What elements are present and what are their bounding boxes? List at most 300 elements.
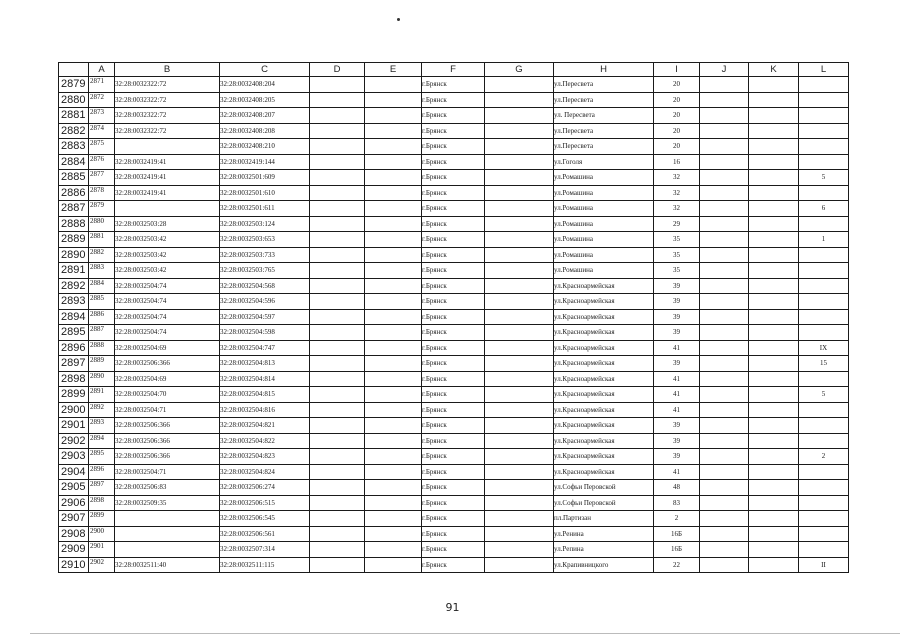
cell-g[interactable] xyxy=(485,511,554,527)
cell-b[interactable]: 32:28:0032322:72 xyxy=(115,92,220,108)
cell-h[interactable]: ул.Красноармейская xyxy=(554,371,654,387)
cell-f[interactable]: г.Брянск xyxy=(422,356,485,372)
cell-a[interactable]: 2891 xyxy=(89,387,115,403)
cell-b[interactable]: 32:28:0032504:70 xyxy=(115,387,220,403)
cell-b[interactable]: 32:28:0032504:69 xyxy=(115,371,220,387)
cell-g[interactable] xyxy=(485,92,554,108)
cell-b[interactable]: 32:28:0032506:366 xyxy=(115,433,220,449)
cell-i[interactable]: 39 xyxy=(654,356,700,372)
cell-c[interactable]: 32:28:0032501:610 xyxy=(220,185,310,201)
cell-k[interactable] xyxy=(749,232,799,248)
cell-c[interactable]: 32:28:0032504:823 xyxy=(220,449,310,465)
cell-e[interactable] xyxy=(365,278,422,294)
cell-l[interactable]: 15 xyxy=(799,356,849,372)
cell-f[interactable]: г.Брянск xyxy=(422,154,485,170)
cell-e[interactable] xyxy=(365,480,422,496)
cell-j[interactable] xyxy=(700,464,749,480)
cell-c[interactable]: 32:28:0032506:274 xyxy=(220,480,310,496)
cell-g[interactable] xyxy=(485,387,554,403)
cell-j[interactable] xyxy=(700,123,749,139)
cell-c[interactable]: 32:28:0032504:596 xyxy=(220,294,310,310)
row-number-cell[interactable]: 2893 xyxy=(59,294,89,310)
cell-h[interactable]: ул.Красноармейская xyxy=(554,278,654,294)
cell-e[interactable] xyxy=(365,247,422,263)
cell-f[interactable]: г.Брянск xyxy=(422,433,485,449)
cell-k[interactable] xyxy=(749,139,799,155)
cell-j[interactable] xyxy=(700,402,749,418)
cell-f[interactable]: г.Брянск xyxy=(422,371,485,387)
cell-h[interactable]: ул.Ромашина xyxy=(554,232,654,248)
cell-h[interactable]: ул.Красноармейская xyxy=(554,294,654,310)
cell-l[interactable] xyxy=(799,433,849,449)
cell-l[interactable] xyxy=(799,108,849,124)
cell-h[interactable]: ул.Ромашина xyxy=(554,170,654,186)
cell-a[interactable]: 2881 xyxy=(89,232,115,248)
cell-a[interactable]: 2874 xyxy=(89,123,115,139)
cell-b[interactable]: 32:28:0032503:28 xyxy=(115,216,220,232)
cell-k[interactable] xyxy=(749,433,799,449)
cell-g[interactable] xyxy=(485,526,554,542)
cell-a[interactable]: 2879 xyxy=(89,201,115,217)
cell-c[interactable]: 32:28:0032408:205 xyxy=(220,92,310,108)
cell-e[interactable] xyxy=(365,387,422,403)
cell-k[interactable] xyxy=(749,77,799,93)
cell-b[interactable]: 32:28:0032506:366 xyxy=(115,449,220,465)
cell-c[interactable]: 32:28:0032503:653 xyxy=(220,232,310,248)
cell-c[interactable]: 32:28:0032504:598 xyxy=(220,325,310,341)
cell-e[interactable] xyxy=(365,557,422,573)
cell-c[interactable]: 32:28:0032408:210 xyxy=(220,139,310,155)
cell-l[interactable] xyxy=(799,511,849,527)
cell-h[interactable]: ул.Красноармейская xyxy=(554,402,654,418)
column-header-c[interactable]: C xyxy=(220,63,310,77)
cell-h[interactable]: ул.Красноармейская xyxy=(554,387,654,403)
cell-i[interactable]: 41 xyxy=(654,464,700,480)
cell-e[interactable] xyxy=(365,325,422,341)
cell-e[interactable] xyxy=(365,371,422,387)
row-number-cell[interactable]: 2880 xyxy=(59,92,89,108)
corner-cell[interactable] xyxy=(59,63,89,77)
column-header-k[interactable]: K xyxy=(749,63,799,77)
cell-l[interactable]: 5 xyxy=(799,170,849,186)
cell-g[interactable] xyxy=(485,263,554,279)
cell-e[interactable] xyxy=(365,201,422,217)
cell-h[interactable]: ул.Пересвета xyxy=(554,139,654,155)
cell-b[interactable]: 32:28:0032504:74 xyxy=(115,278,220,294)
cell-d[interactable] xyxy=(310,123,365,139)
cell-e[interactable] xyxy=(365,526,422,542)
cell-j[interactable] xyxy=(700,526,749,542)
cell-a[interactable]: 2896 xyxy=(89,464,115,480)
cell-c[interactable]: 32:28:0032408:204 xyxy=(220,77,310,93)
cell-k[interactable] xyxy=(749,278,799,294)
cell-a[interactable]: 2894 xyxy=(89,433,115,449)
cell-c[interactable]: 32:28:0032504:568 xyxy=(220,278,310,294)
row-number-cell[interactable]: 2889 xyxy=(59,232,89,248)
cell-j[interactable] xyxy=(700,185,749,201)
cell-e[interactable] xyxy=(365,418,422,434)
cell-f[interactable]: г.Брянск xyxy=(422,263,485,279)
cell-k[interactable] xyxy=(749,464,799,480)
cell-g[interactable] xyxy=(485,185,554,201)
cell-a[interactable]: 2901 xyxy=(89,542,115,558)
cell-d[interactable] xyxy=(310,170,365,186)
cell-b[interactable]: 32:28:0032322:72 xyxy=(115,77,220,93)
cell-g[interactable] xyxy=(485,201,554,217)
cell-d[interactable] xyxy=(310,139,365,155)
cell-k[interactable] xyxy=(749,418,799,434)
cell-l[interactable]: 1 xyxy=(799,232,849,248)
cell-a[interactable]: 2871 xyxy=(89,77,115,93)
cell-l[interactable] xyxy=(799,154,849,170)
cell-d[interactable] xyxy=(310,526,365,542)
cell-d[interactable] xyxy=(310,449,365,465)
cell-h[interactable]: ул.Красноармейская xyxy=(554,309,654,325)
cell-j[interactable] xyxy=(700,371,749,387)
cell-g[interactable] xyxy=(485,247,554,263)
cell-k[interactable] xyxy=(749,123,799,139)
cell-b[interactable] xyxy=(115,511,220,527)
cell-d[interactable] xyxy=(310,108,365,124)
cell-k[interactable] xyxy=(749,542,799,558)
cell-c[interactable]: 32:28:0032504:824 xyxy=(220,464,310,480)
row-number-cell[interactable]: 2891 xyxy=(59,263,89,279)
cell-c[interactable]: 32:28:0032504:822 xyxy=(220,433,310,449)
cell-g[interactable] xyxy=(485,418,554,434)
cell-j[interactable] xyxy=(700,139,749,155)
cell-d[interactable] xyxy=(310,511,365,527)
cell-a[interactable]: 2892 xyxy=(89,402,115,418)
cell-k[interactable] xyxy=(749,185,799,201)
cell-j[interactable] xyxy=(700,511,749,527)
cell-l[interactable] xyxy=(799,185,849,201)
cell-j[interactable] xyxy=(700,557,749,573)
cell-j[interactable] xyxy=(700,247,749,263)
cell-g[interactable] xyxy=(485,309,554,325)
cell-c[interactable]: 32:28:0032507:314 xyxy=(220,542,310,558)
cell-h[interactable]: ул.Красноармейская xyxy=(554,340,654,356)
cell-a[interactable]: 2889 xyxy=(89,356,115,372)
cell-g[interactable] xyxy=(485,108,554,124)
cell-i[interactable]: 41 xyxy=(654,371,700,387)
cell-b[interactable]: 32:28:0032504:69 xyxy=(115,340,220,356)
cell-i[interactable]: 39 xyxy=(654,278,700,294)
cell-i[interactable]: 32 xyxy=(654,170,700,186)
cell-k[interactable] xyxy=(749,154,799,170)
cell-g[interactable] xyxy=(485,557,554,573)
cell-g[interactable] xyxy=(485,433,554,449)
cell-c[interactable]: 32:28:0032501:611 xyxy=(220,201,310,217)
cell-b[interactable]: 32:28:0032322:72 xyxy=(115,108,220,124)
cell-i[interactable]: 29 xyxy=(654,216,700,232)
cell-i[interactable]: 20 xyxy=(654,108,700,124)
cell-f[interactable]: г.Брянск xyxy=(422,495,485,511)
cell-c[interactable]: 32:28:0032408:208 xyxy=(220,123,310,139)
cell-f[interactable]: г.Брянск xyxy=(422,201,485,217)
cell-h[interactable]: ул.Софьи Перовской xyxy=(554,480,654,496)
row-number-cell[interactable]: 2905 xyxy=(59,480,89,496)
column-header-e[interactable]: E xyxy=(365,63,422,77)
cell-d[interactable] xyxy=(310,154,365,170)
cell-f[interactable]: г.Брянск xyxy=(422,232,485,248)
cell-i[interactable]: 39 xyxy=(654,449,700,465)
cell-a[interactable]: 2897 xyxy=(89,480,115,496)
cell-b[interactable] xyxy=(115,542,220,558)
cell-j[interactable] xyxy=(700,495,749,511)
row-number-cell[interactable]: 2892 xyxy=(59,278,89,294)
cell-h[interactable]: ул.Красноармейская xyxy=(554,449,654,465)
cell-a[interactable]: 2872 xyxy=(89,92,115,108)
row-number-cell[interactable]: 2895 xyxy=(59,325,89,341)
cell-l[interactable] xyxy=(799,325,849,341)
cell-f[interactable]: г.Брянск xyxy=(422,77,485,93)
cell-i[interactable]: 48 xyxy=(654,480,700,496)
cell-l[interactable] xyxy=(799,418,849,434)
cell-b[interactable]: 32:28:0032503:42 xyxy=(115,247,220,263)
cell-f[interactable]: г.Брянск xyxy=(422,309,485,325)
row-number-cell[interactable]: 2882 xyxy=(59,123,89,139)
cell-e[interactable] xyxy=(365,170,422,186)
cell-d[interactable] xyxy=(310,480,365,496)
cell-i[interactable]: 39 xyxy=(654,433,700,449)
cell-d[interactable] xyxy=(310,356,365,372)
cell-l[interactable] xyxy=(799,247,849,263)
cell-l[interactable] xyxy=(799,92,849,108)
cell-d[interactable] xyxy=(310,232,365,248)
cell-b[interactable]: 32:28:0032419:41 xyxy=(115,185,220,201)
cell-a[interactable]: 2890 xyxy=(89,371,115,387)
row-number-cell[interactable]: 2883 xyxy=(59,139,89,155)
cell-f[interactable]: г.Брянск xyxy=(422,480,485,496)
cell-k[interactable] xyxy=(749,325,799,341)
cell-j[interactable] xyxy=(700,449,749,465)
cell-a[interactable]: 2875 xyxy=(89,139,115,155)
cell-a[interactable]: 2898 xyxy=(89,495,115,511)
cell-e[interactable] xyxy=(365,154,422,170)
cell-f[interactable]: г.Брянск xyxy=(422,108,485,124)
cell-c[interactable]: 32:28:0032504:821 xyxy=(220,418,310,434)
cell-f[interactable]: г.Брянск xyxy=(422,526,485,542)
cell-g[interactable] xyxy=(485,216,554,232)
cell-b[interactable]: 32:28:0032506:366 xyxy=(115,356,220,372)
cell-e[interactable] xyxy=(365,108,422,124)
row-number-cell[interactable]: 2907 xyxy=(59,511,89,527)
cell-a[interactable]: 2886 xyxy=(89,309,115,325)
cell-d[interactable] xyxy=(310,340,365,356)
cell-j[interactable] xyxy=(700,92,749,108)
cell-j[interactable] xyxy=(700,309,749,325)
cell-h[interactable]: ул.Крапивницкого xyxy=(554,557,654,573)
cell-c[interactable]: 32:28:0032419:144 xyxy=(220,154,310,170)
cell-d[interactable] xyxy=(310,557,365,573)
cell-d[interactable] xyxy=(310,92,365,108)
cell-i[interactable]: 39 xyxy=(654,294,700,310)
cell-l[interactable] xyxy=(799,480,849,496)
cell-k[interactable] xyxy=(749,402,799,418)
row-number-cell[interactable]: 2899 xyxy=(59,387,89,403)
cell-f[interactable]: г.Брянск xyxy=(422,418,485,434)
row-number-cell[interactable]: 2896 xyxy=(59,340,89,356)
row-number-cell[interactable]: 2908 xyxy=(59,526,89,542)
cell-g[interactable] xyxy=(485,123,554,139)
cell-f[interactable]: г.Брянск xyxy=(422,340,485,356)
cell-e[interactable] xyxy=(365,495,422,511)
cell-k[interactable] xyxy=(749,340,799,356)
cell-a[interactable]: 2882 xyxy=(89,247,115,263)
cell-h[interactable]: ул.Красноармейская xyxy=(554,418,654,434)
cell-c[interactable]: 32:28:0032504:597 xyxy=(220,309,310,325)
cell-l[interactable] xyxy=(799,495,849,511)
cell-j[interactable] xyxy=(700,340,749,356)
cell-e[interactable] xyxy=(365,433,422,449)
cell-j[interactable] xyxy=(700,356,749,372)
row-number-cell[interactable]: 2898 xyxy=(59,371,89,387)
cell-a[interactable]: 2877 xyxy=(89,170,115,186)
cell-j[interactable] xyxy=(700,201,749,217)
cell-l[interactable] xyxy=(799,294,849,310)
row-number-cell[interactable]: 2885 xyxy=(59,170,89,186)
cell-k[interactable] xyxy=(749,511,799,527)
column-header-h[interactable]: H xyxy=(554,63,654,77)
cell-i[interactable]: 22 xyxy=(654,557,700,573)
cell-b[interactable]: 32:28:0032419:41 xyxy=(115,154,220,170)
cell-j[interactable] xyxy=(700,232,749,248)
cell-k[interactable] xyxy=(749,495,799,511)
cell-l[interactable]: 6 xyxy=(799,201,849,217)
cell-c[interactable]: 32:28:0032511:115 xyxy=(220,557,310,573)
cell-d[interactable] xyxy=(310,263,365,279)
cell-h[interactable]: ул.Гоголя xyxy=(554,154,654,170)
row-number-cell[interactable]: 2903 xyxy=(59,449,89,465)
cell-e[interactable] xyxy=(365,309,422,325)
row-number-cell[interactable]: 2904 xyxy=(59,464,89,480)
cell-d[interactable] xyxy=(310,464,365,480)
cell-i[interactable]: 35 xyxy=(654,232,700,248)
cell-a[interactable]: 2884 xyxy=(89,278,115,294)
row-number-cell[interactable]: 2881 xyxy=(59,108,89,124)
cell-h[interactable]: ул.Красноармейская xyxy=(554,464,654,480)
cell-l[interactable] xyxy=(799,216,849,232)
cell-l[interactable] xyxy=(799,542,849,558)
cell-i[interactable]: 83 xyxy=(654,495,700,511)
cell-d[interactable] xyxy=(310,247,365,263)
cell-b[interactable]: 32:28:0032506:83 xyxy=(115,480,220,496)
cell-k[interactable] xyxy=(749,309,799,325)
cell-c[interactable]: 32:28:0032504:814 xyxy=(220,371,310,387)
cell-g[interactable] xyxy=(485,77,554,93)
cell-f[interactable]: г.Брянск xyxy=(422,139,485,155)
cell-g[interactable] xyxy=(485,294,554,310)
cell-e[interactable] xyxy=(365,340,422,356)
cell-a[interactable]: 2887 xyxy=(89,325,115,341)
cell-g[interactable] xyxy=(485,340,554,356)
row-number-cell[interactable]: 2897 xyxy=(59,356,89,372)
cell-d[interactable] xyxy=(310,309,365,325)
cell-l[interactable]: II xyxy=(799,557,849,573)
cell-g[interactable] xyxy=(485,449,554,465)
cell-f[interactable]: г.Брянск xyxy=(422,216,485,232)
cell-b[interactable]: 32:28:0032504:71 xyxy=(115,402,220,418)
cell-f[interactable]: г.Брянск xyxy=(422,387,485,403)
cell-j[interactable] xyxy=(700,294,749,310)
cell-l[interactable] xyxy=(799,309,849,325)
cell-c[interactable]: 32:28:0032504:813 xyxy=(220,356,310,372)
cell-g[interactable] xyxy=(485,464,554,480)
cell-c[interactable]: 32:28:0032501:609 xyxy=(220,170,310,186)
cell-k[interactable] xyxy=(749,92,799,108)
cell-l[interactable] xyxy=(799,371,849,387)
cell-e[interactable] xyxy=(365,449,422,465)
cell-e[interactable] xyxy=(365,356,422,372)
cell-e[interactable] xyxy=(365,464,422,480)
cell-a[interactable]: 2873 xyxy=(89,108,115,124)
cell-d[interactable] xyxy=(310,216,365,232)
cell-g[interactable] xyxy=(485,402,554,418)
cell-j[interactable] xyxy=(700,216,749,232)
cell-c[interactable]: 32:28:0032503:765 xyxy=(220,263,310,279)
cell-k[interactable] xyxy=(749,201,799,217)
cell-e[interactable] xyxy=(365,216,422,232)
cell-i[interactable]: 39 xyxy=(654,418,700,434)
cell-b[interactable] xyxy=(115,201,220,217)
cell-f[interactable]: г.Брянск xyxy=(422,185,485,201)
cell-k[interactable] xyxy=(749,449,799,465)
cell-i[interactable]: 41 xyxy=(654,387,700,403)
cell-j[interactable] xyxy=(700,263,749,279)
cell-d[interactable] xyxy=(310,77,365,93)
row-number-cell[interactable]: 2909 xyxy=(59,542,89,558)
cell-j[interactable] xyxy=(700,325,749,341)
cell-l[interactable]: IX xyxy=(799,340,849,356)
cell-j[interactable] xyxy=(700,542,749,558)
cell-e[interactable] xyxy=(365,232,422,248)
cell-f[interactable]: г.Брянск xyxy=(422,557,485,573)
cell-l[interactable] xyxy=(799,526,849,542)
row-number-cell[interactable]: 2900 xyxy=(59,402,89,418)
cell-e[interactable] xyxy=(365,263,422,279)
cell-d[interactable] xyxy=(310,433,365,449)
cell-f[interactable]: г.Брянск xyxy=(422,170,485,186)
cell-h[interactable]: ул.Красноармейская xyxy=(554,325,654,341)
cell-h[interactable]: ул.Ренина xyxy=(554,526,654,542)
cell-d[interactable] xyxy=(310,542,365,558)
cell-c[interactable]: 32:28:0032506:515 xyxy=(220,495,310,511)
cell-d[interactable] xyxy=(310,201,365,217)
cell-b[interactable]: 32:28:0032503:42 xyxy=(115,232,220,248)
column-header-g[interactable]: G xyxy=(485,63,554,77)
cell-i[interactable]: 16Б xyxy=(654,526,700,542)
cell-a[interactable]: 2876 xyxy=(89,154,115,170)
cell-h[interactable]: ул.Пересвета xyxy=(554,92,654,108)
cell-i[interactable]: 16Б xyxy=(654,542,700,558)
cell-j[interactable] xyxy=(700,480,749,496)
cell-f[interactable]: г.Брянск xyxy=(422,123,485,139)
cell-g[interactable] xyxy=(485,356,554,372)
cell-b[interactable]: 32:28:0032419:41 xyxy=(115,170,220,186)
cell-k[interactable] xyxy=(749,294,799,310)
cell-h[interactable]: ул.Репина xyxy=(554,542,654,558)
cell-a[interactable]: 2885 xyxy=(89,294,115,310)
cell-e[interactable] xyxy=(365,123,422,139)
cell-b[interactable]: 32:28:0032506:366 xyxy=(115,418,220,434)
column-header-i[interactable]: I xyxy=(654,63,700,77)
cell-g[interactable] xyxy=(485,371,554,387)
cell-b[interactable]: 32:28:0032322:72 xyxy=(115,123,220,139)
column-header-j[interactable]: J xyxy=(700,63,749,77)
cell-c[interactable]: 32:28:0032504:816 xyxy=(220,402,310,418)
cell-h[interactable]: ул.Ромашина xyxy=(554,247,654,263)
cell-b[interactable]: 32:28:0032504:74 xyxy=(115,325,220,341)
